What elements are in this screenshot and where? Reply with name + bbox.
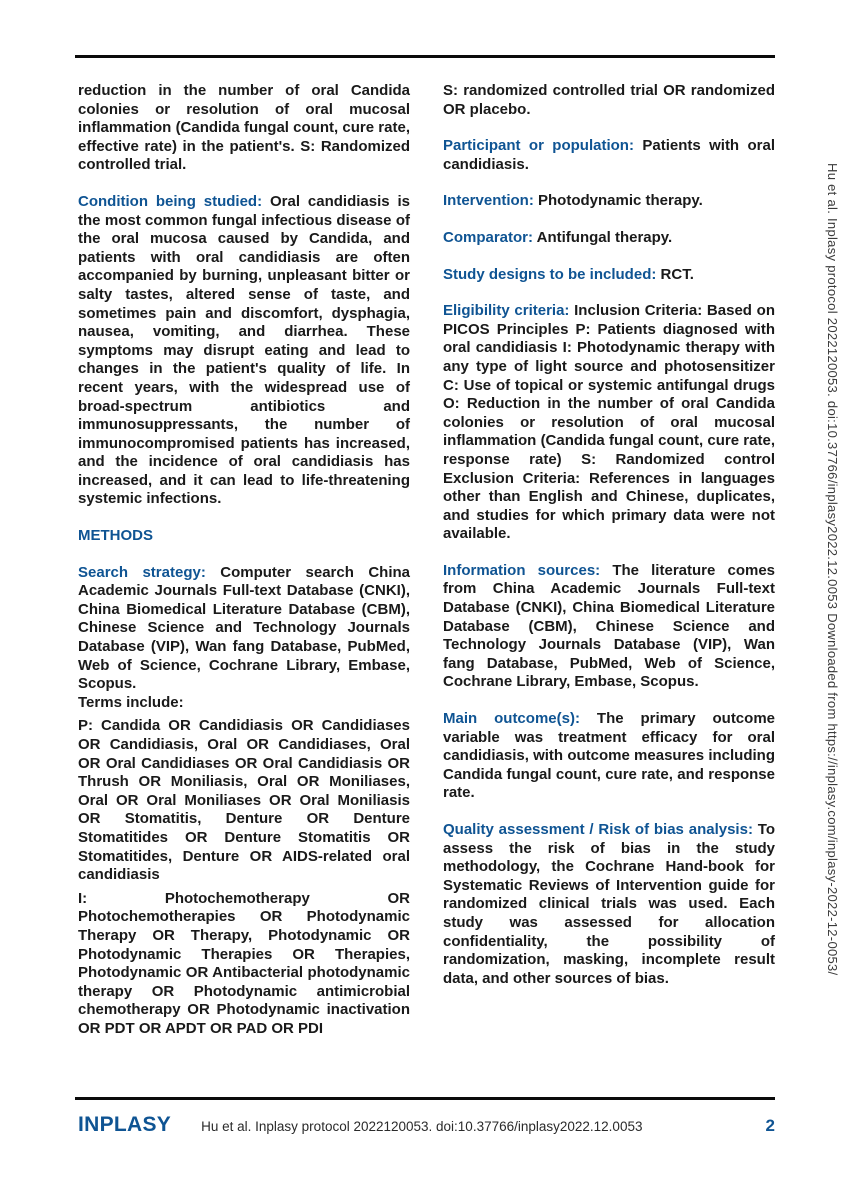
search-strategy-label: Search strategy: bbox=[78, 563, 206, 581]
participant-or-population-label: Participant or population: bbox=[443, 137, 634, 155]
page-number: 2 bbox=[765, 1116, 775, 1135]
comparator-text: Antifungal therapy. bbox=[536, 228, 673, 246]
participant-or-population-text: Patients with oral candidiasis. bbox=[443, 137, 775, 173]
left-column bbox=[78, 82, 410, 1039]
quality-assessment-label: Quality assessment / Risk of bias analysis: bbox=[443, 821, 753, 838]
inplasy-logo: INPLASY bbox=[78, 1113, 172, 1136]
comparator-label: Comparator: bbox=[443, 228, 534, 246]
search-strategy-paragraph bbox=[78, 564, 410, 694]
page-content bbox=[78, 82, 775, 1039]
quality-assessment-paragraph bbox=[443, 821, 775, 988]
eligibility-criteria-text: Inclusion Criteria: Based on PICOS Principles P: Patients diagnosed with oral candidiasis I: Photodynamic therapy with any type of light source and photosensitizer C: Use of topical or systemic antifungal drugs O: Reduction in the number of oral Candida colonies or resolution of oral mucosal inflammation (Candida fungal count, cure rate, response rate) S: Randomized control Exclusion Criteria: References in languages other than English and Chinese, duplicates, and studies for which primary data were not available. bbox=[443, 302, 775, 543]
footer-rule bbox=[75, 1097, 775, 1100]
footer-citation: Hu et al. Inplasy protocol 2022120053. doi:10.37766/inplasy2022.12.0053 bbox=[201, 1119, 643, 1134]
terms-population-paragraph: P: Candida OR Candidiasis OR Candidiases OR Candidiasis, Oral OR Candidiases, Oral OR Oral Candidiases OR Oral Candidiasis OR Thrush OR Moniliasis, Oral OR Moniliases, Oral OR Oral Moniliases OR Oral Moniliasis OR Stomatitis, Denture OR Denture Stomatitides OR Denture Stomatitis OR Stomatitides, Denture OR AIDS-related oral candidiasis bbox=[78, 717, 410, 884]
search-strategy-text: Computer search China Academic Journals Full-text Database (CNKI), China Biomedical Literature Database (CBM), Chinese Science and Technology Journals Database (VIP), Wan fang Database, PubMed, Web of Science, Cochrane Library, Embase, Scopus. bbox=[78, 563, 410, 693]
information-sources-label: Information sources: bbox=[443, 561, 601, 579]
study-designs-text: RCT. bbox=[660, 265, 694, 283]
top-rule bbox=[75, 55, 775, 58]
condition-being-studied-label: Condition being studied: bbox=[78, 192, 263, 210]
right-column bbox=[443, 82, 775, 1039]
study-designs-paragraph bbox=[443, 266, 775, 285]
information-sources-text: The literature comes from China Academic Journals Full-text Database (CNKI), China Biomedical Literature Database (CBM), Chinese Science and Technology Journals Database (VIP), Wan fang Database, PubMed, Web of Science, Cochrane Library, Embase, Scopus. bbox=[443, 561, 776, 691]
comparator-paragraph bbox=[443, 229, 775, 248]
intervention-text: Photodynamic therapy. bbox=[538, 192, 703, 210]
page-footer bbox=[78, 1113, 775, 1137]
methods-heading: METHODS bbox=[78, 527, 153, 545]
study-designs-label: Study designs to be included: bbox=[443, 265, 657, 283]
main-outcomes-text: The primary outcome variable was treatment efficacy for oral candidiasis, with outcome measures including Candida fungal count, cure rate, and response rate. bbox=[443, 710, 775, 802]
continuation-paragraph: reduction in the number of oral Candida colonies or resolution of oral mucosal inflammation (Candida fungal count, cure rate, effective rate) in the patient's. S: Randomized controlled trial. bbox=[78, 82, 410, 174]
information-sources-paragraph bbox=[443, 562, 775, 692]
main-outcomes-label: Main outcome(s): bbox=[443, 710, 580, 728]
eligibility-criteria-label: Eligibility criteria: bbox=[443, 302, 570, 320]
intervention-paragraph bbox=[443, 192, 775, 211]
side-citation: Hu et al. Inplasy protocol 2022120053. doi:10.37766/inplasy2022.12.0053 Downloaded from https://inplasy.com/inplasy-2022-12-0053/ bbox=[825, 163, 840, 976]
condition-being-studied-paragraph bbox=[78, 193, 410, 509]
terms-include-line: Terms include: bbox=[78, 693, 184, 711]
quality-assessment-text: To assess the risk of bias in the study methodology, the Cochrane Hand-book for Systematic Reviews of Intervention guide for randomized clinical trials was used. Each study was assessed for allocation confidentiality, the possibility of randomization, masking, incomplete result data, and other sources of bias. bbox=[443, 821, 775, 987]
main-outcomes-paragraph bbox=[443, 710, 775, 803]
eligibility-criteria-paragraph bbox=[443, 302, 775, 544]
terms-study-design-paragraph: S: randomized controlled trial OR randomized OR placebo. bbox=[443, 82, 775, 118]
intervention-label: Intervention: bbox=[443, 192, 534, 210]
terms-intervention-paragraph: I: Photochemotherapy OR Photochemotherapies OR Photodynamic Therapy OR Therapy, Photodynamic OR Photodynamic Therapies OR Therapies, Photodynamic OR Antibacterial photodynamic therapy OR Photodynamic antimicrobial chemotherapy OR Photodynamic inactivation OR PDT OR APDT OR PAD OR PDI bbox=[78, 889, 410, 1037]
condition-being-studied-text: Oral candidiasis is the most common fungal infectious disease of the oral mucosa caused by Candida, and patients with oral candidiasis are often accompanied by burning, unpleasant bitter or salty tastes, altered sense of taste, and sometimes pain and discomfort, dysphagia, nausea, vomiting, and diarrhea. These symptoms may disrupt eating and lead to changes in the patient's quality of life. In recent years, with the widespread use of broad-spectrum antibiotics and immunosuppressants, the number of immunocompromised patients has increased, and the incidence of oral candidiasis has increased, and it can lead to life-threatening systemic infections. bbox=[78, 192, 411, 508]
participant-or-population-paragraph bbox=[443, 137, 775, 174]
